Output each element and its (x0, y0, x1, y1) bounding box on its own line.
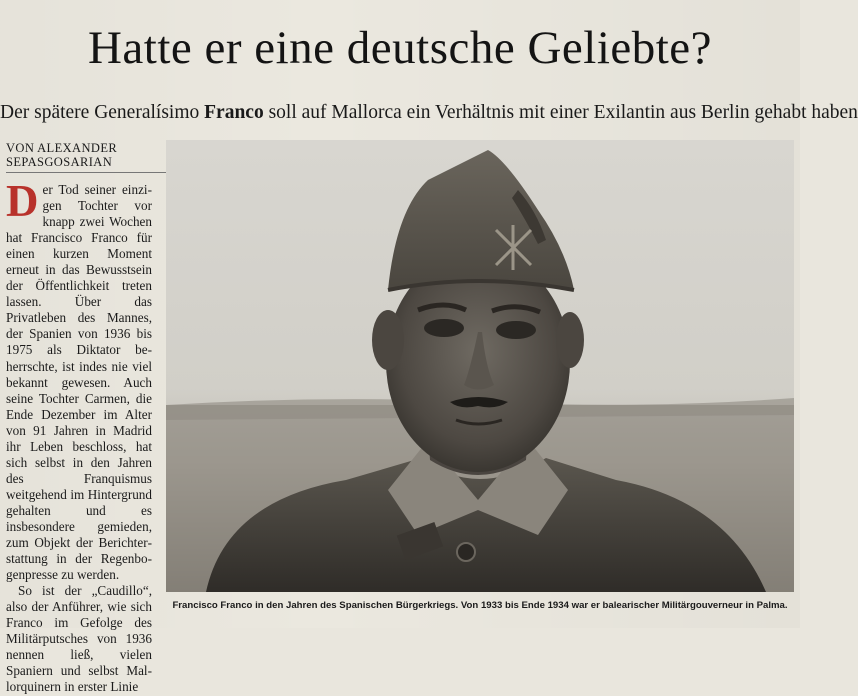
byline (6, 141, 166, 173)
article-column (6, 176, 152, 695)
left-eye (424, 319, 464, 337)
byline-line-1: VON ALEXANDER (6, 141, 118, 155)
subheadline-bold-name: Franco (204, 102, 264, 123)
subheadline-text-after: soll auf Mallorca ein Verhältnis mit einer Exilantin aus Berlin gehabt haben (263, 102, 858, 123)
subheadline (0, 100, 858, 126)
photo-caption: Francisco Franco in den Jahren des Spanischen Bürgerkriegs. Von 1933 bis Ende 1934 war er balearischer Militärgouverneur in Palma. (172, 600, 788, 611)
article-paragraph-2: So ist der „Caudillo“, also der Anführer, wie sich Franco im Gefolge des Militärputsches von 1936 nennen ließ, vielen Spaniern und selbst Mallorquinern in erster Linie (6, 583, 152, 695)
headline: Hatte er eine deutsche Geliebte? (87, 22, 713, 74)
right-ear (556, 312, 584, 368)
left-ear (372, 310, 404, 370)
right-eye (496, 321, 536, 339)
byline-line-2: SEPASGOSARIAN (6, 155, 113, 169)
drop-cap: D (6, 176, 39, 226)
portrait-photo (166, 140, 794, 592)
article-paragraph-1-text: er Tod seiner einzigen Tochter vor knapp zwei Wochen hat Francisco Franco für einen kurzen Moment erneut in das Bewusstsein der Öffentlichkeit treten lassen. Über das Privatleben des Mannes, der Spanien von 1936 bis 1975 als Diktator beherrschte, ist indes nie viel bekannt gewesen. Auch seine Tochter Carmen, die Ende Dezember im Alter von 91 Jahren in Madrid ihr Leben beschloss, hat sich selbst in den Jahren des Franquismus weitgehend im Hintergrund gehalten und es insbesondere gemieden, zum Objekt der Berichterstattung in der Regenbogenpresse zu werden. (6, 182, 152, 583)
uniform-button (457, 543, 475, 561)
subheadline-text-before: Der spätere Generalísimo (0, 102, 205, 123)
portrait-illustration (166, 140, 794, 592)
garrison-cap (388, 150, 574, 290)
article-paragraph-1 (6, 176, 152, 583)
